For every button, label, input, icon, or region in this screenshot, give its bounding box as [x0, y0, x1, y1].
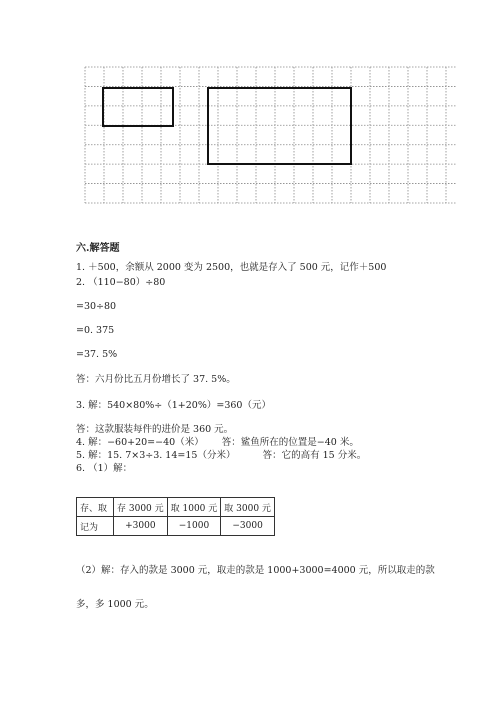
answer-2-line-2: =30÷80 — [76, 301, 117, 312]
table-header-cell: 取 1000 元 — [167, 498, 221, 517]
table-header-cell: 存、取 — [77, 498, 114, 517]
answer-table — [76, 497, 275, 536]
table-cell: 记为 — [77, 517, 114, 536]
table-row — [77, 517, 275, 536]
table-cell: −3000 — [221, 517, 275, 536]
table-header-cell: 存 3000 元 — [114, 498, 168, 517]
answer-3-conclusion: 答：这款服装每件的进价是 360 元。 — [76, 424, 234, 435]
table-row — [77, 498, 275, 517]
large-rectangle — [208, 88, 351, 164]
table-cell: −1000 — [167, 517, 221, 536]
answer-1: 1. ＋500，余额从 2000 变为 2500，也就是存入了 500 元，记作＋500 — [76, 262, 387, 273]
grid-figure — [84, 66, 458, 206]
answer-2-line-3: =0. 375 — [76, 325, 115, 336]
answer-2-line-1: 2. （110−80）÷80 — [76, 277, 166, 288]
answer-4: 4. 解：−60+20=−40（米） 答：鲨鱼所在的位置是−40 米。 — [76, 437, 359, 448]
table-header-cell: 取 3000 元 — [221, 498, 275, 517]
answer-6-part-1: 6. （1）解： — [76, 463, 133, 474]
section-title: 六.解答题 — [76, 243, 120, 254]
answer-3: 3. 解：540×80%÷（1+20%）=360（元） — [76, 400, 271, 411]
answer-6-part-2-continued: 多，多 1000 元。 — [76, 599, 154, 610]
table-cell: +3000 — [114, 517, 168, 536]
answer-6-part-2: （2）解：存入的款是 3000 元，取走的款是 1000+3000=4000 元，所以取走的款 — [76, 565, 435, 576]
small-rectangle — [103, 88, 173, 126]
answer-2-conclusion: 答：六月份比五月份增长了 37. 5%。 — [76, 374, 236, 385]
answer-5: 5. 解：15. 7×3÷3. 14=15（分米） 答：它的高有 15 分米。 — [76, 450, 367, 461]
answer-2-line-4: =37. 5% — [76, 349, 118, 360]
